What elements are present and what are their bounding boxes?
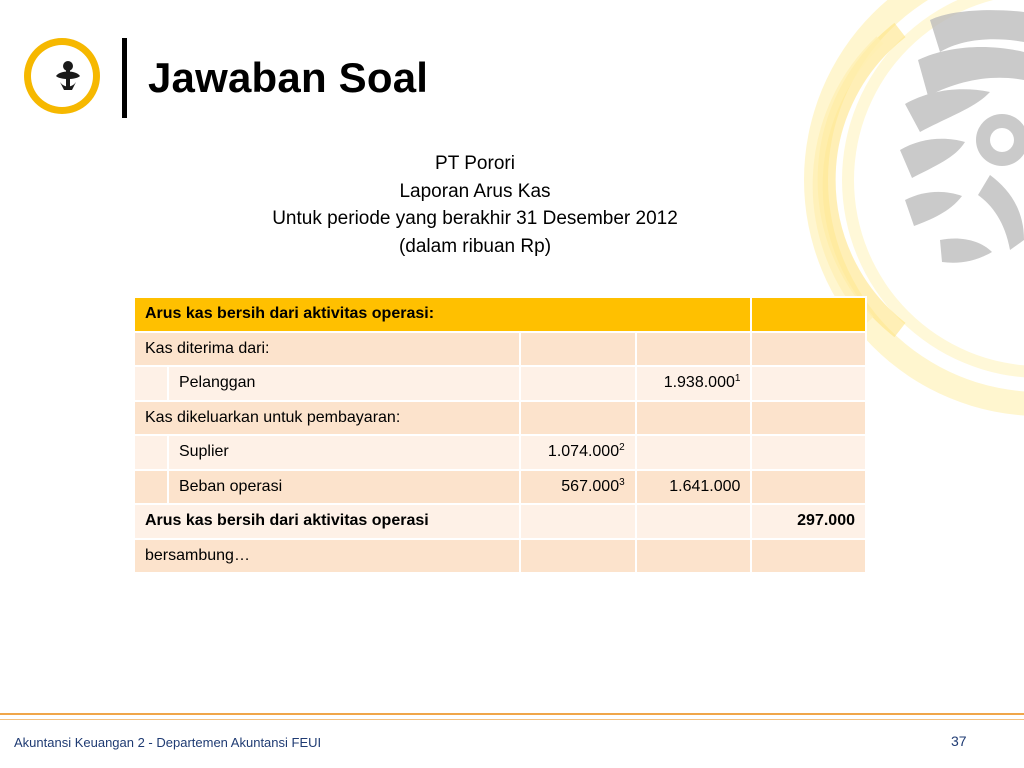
- amount-cell: 1.938.000$^1$: [636, 366, 752, 401]
- row-label: Kas diterima dari:: [134, 332, 520, 367]
- row-label: Kas dikeluarkan untuk pembayaran:: [134, 401, 520, 436]
- amount-cell: 1.641.000: [636, 470, 752, 505]
- row-label: Arus kas bersih dari aktivitas operasi: [134, 504, 520, 539]
- indent-cell: [134, 470, 168, 505]
- company-name: PT Porori: [435, 153, 515, 174]
- page-number: 37: [951, 733, 967, 749]
- section-heading: Arus kas bersih dari aktivitas operasi:: [134, 297, 751, 332]
- table-row: [134, 470, 866, 505]
- table-cell: [636, 539, 752, 574]
- row-label: Pelanggan: [168, 366, 520, 401]
- footnote-marker: 3: [619, 476, 625, 488]
- table-cell: [520, 366, 636, 401]
- university-logo-icon: [22, 36, 102, 116]
- footnote-marker: 2: [619, 442, 625, 454]
- indent-cell: [134, 366, 168, 401]
- table-cell: [751, 470, 866, 505]
- table-row: [134, 366, 866, 401]
- report-period: Untuk periode yang berakhir 31 Desember 2012: [272, 208, 678, 229]
- footer-rule: [0, 713, 1024, 715]
- footer-text: Akuntansi Keuangan 2 - Departemen Akuntansi FEUI: [14, 735, 322, 750]
- table-cell: [636, 435, 752, 470]
- total-amount-cell: 297.000: [751, 504, 866, 539]
- table-row: [134, 435, 866, 470]
- row-label: bersambung…: [134, 539, 520, 574]
- cash-flow-table: [133, 296, 867, 574]
- table-row: [134, 401, 866, 436]
- table-row: [134, 539, 866, 574]
- indent-cell: [134, 435, 168, 470]
- table-cell: [751, 401, 866, 436]
- table-cell: [520, 539, 636, 574]
- amount-cell: 567.000$^3$: [520, 470, 636, 505]
- table-cell: [520, 504, 636, 539]
- table-cell: [520, 401, 636, 436]
- report-heading: [180, 150, 770, 260]
- table-cell: [751, 539, 866, 574]
- table-cell: [636, 401, 752, 436]
- table-cell: [751, 297, 866, 332]
- table-cell: [520, 332, 636, 367]
- slide-title: Jawaban Soal: [148, 54, 429, 101]
- table-cell: [636, 332, 752, 367]
- footer-rule-thin: [0, 719, 1024, 720]
- report-name: Laporan Arus Kas: [399, 180, 551, 202]
- row-label: Beban operasi: [168, 470, 520, 505]
- table-cell: [751, 332, 866, 367]
- amount-cell: 1.074.000$^2$: [520, 435, 636, 470]
- table-row: [134, 332, 866, 367]
- report-unit: (dalam ribuan Rp): [398, 235, 552, 257]
- footnote-marker: 1: [734, 373, 741, 385]
- row-label: Suplier: [168, 435, 520, 470]
- table-row: [134, 504, 866, 539]
- table-cell: [751, 435, 866, 470]
- title-divider: [122, 38, 127, 118]
- table-cell: [636, 504, 752, 539]
- table-row: [134, 297, 866, 332]
- table-cell: [751, 366, 866, 401]
